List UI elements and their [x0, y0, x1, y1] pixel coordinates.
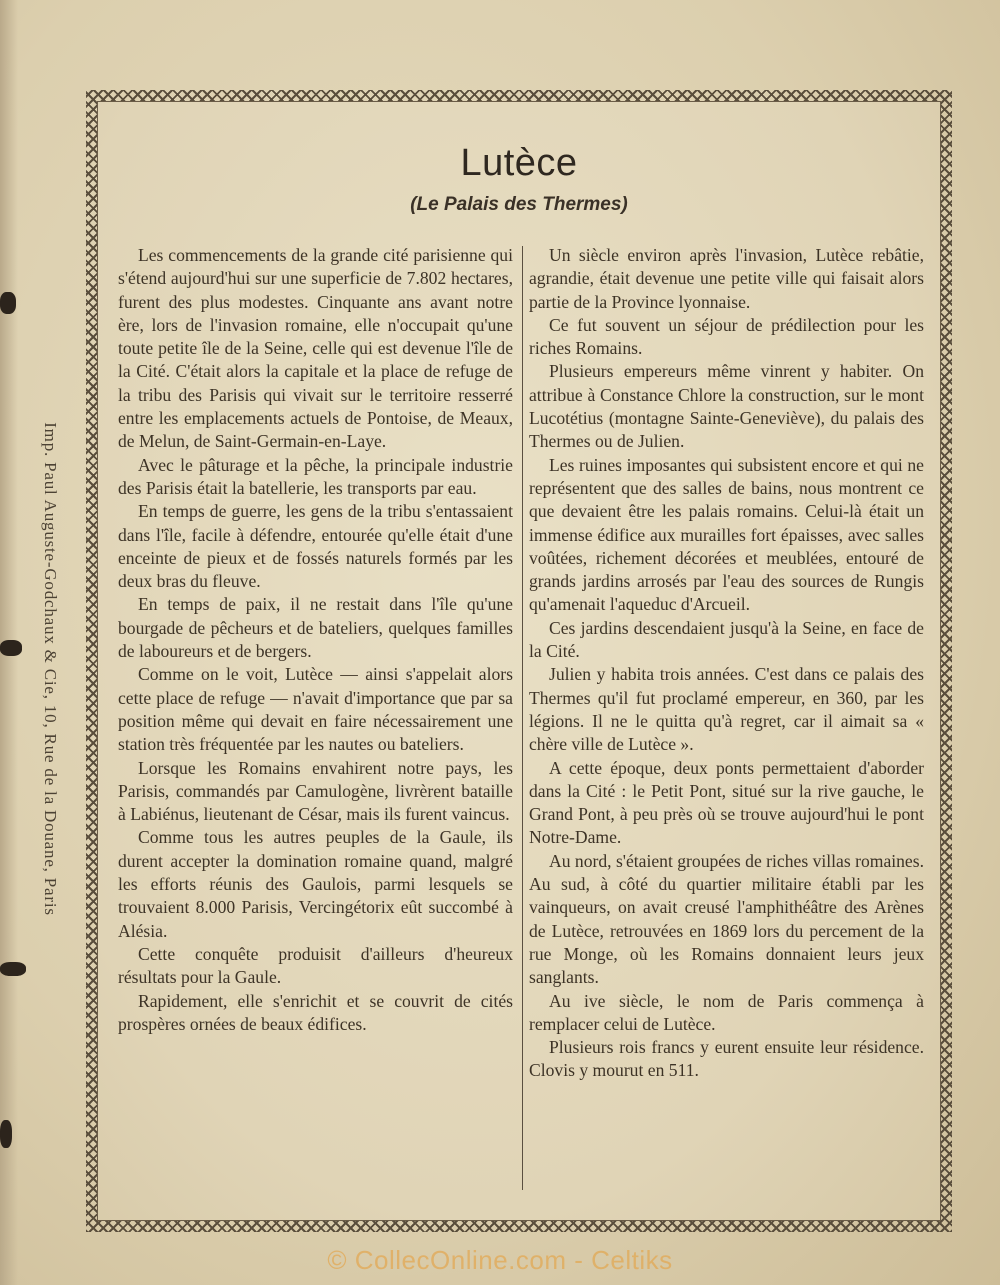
- page-content: [98, 102, 940, 1220]
- paragraph: A cette époque, deux ponts permettaient d'aborder dans la Cité : le Petit Pont, situé sur la rive gauche, le Grand Pont, à peu près où se trouve aujourd'hui le pont Notre-Dame.: [529, 757, 924, 848]
- ink-blot: [0, 640, 22, 656]
- paragraph: En temps de paix, il ne restait dans l'île qu'une bourgade de pêcheurs et de bateliers, quelques familles de laboureurs et de bergers.: [118, 594, 513, 662]
- decorative-border: [86, 90, 952, 1232]
- paragraph: En temps de guerre, les gens de la tribu s'entassaient dans l'île, facile à défendre, entourée qu'elle était d'une enceinte de pieux et de fossés naturels formés par les deux bras du fleuve.: [118, 501, 513, 592]
- paragraph: Julien y habita trois années. C'est dans ce palais des Thermes qu'il fut proclamé empereur, en 360, par les légions. Il ne le quitta qu'à regret, car il aimait sa « chère ville de Lutèce ».: [529, 664, 924, 755]
- printer-imprint: [32, 386, 68, 952]
- column-divider: [522, 246, 523, 1190]
- paragraph: Au ive siècle, le nom de Paris commença à remplacer celui de Lutèce.: [529, 990, 924, 1034]
- page-title: Lutèce: [460, 142, 578, 184]
- paragraph: Les ruines imposantes qui subsistent encore et qui ne représentent que des salles de bains, nous montrent ce que devaient être les palais romains. Celui-là était un immense édifice aux murailles fort épaisses, avec salles voûtées, richement décorées et meublées, entouré de grands jardins arrosés par l'eau des sources de Rungis qu'amenait l'aqueduc d'Arcueil.: [529, 454, 924, 615]
- ink-blot: [0, 292, 16, 314]
- page-subtitle: (Le Palais des Thermes): [410, 194, 628, 215]
- paragraph: Comme on le voit, Lutèce — ainsi s'appelait alors cette place de refuge — n'avait d'importance que par sa position même qui devait en faire nécessairement une station très fréquentée par les nautes ou bateliers.: [118, 664, 513, 755]
- paragraph: Ces jardins descendaient jusqu'à la Seine, en face de la Cité.: [529, 617, 924, 662]
- paragraph: Les commencements de la grande cité parisienne qui s'étend aujourd'hui sur une superficie de 7.802 hectares, furent des plus modestes. Cinquante ans avant notre ère, lors de l'invasion romaine, elle n'occupait qu'une toute petite île de la Seine, celle qui est devenue l'île de la Cité. C'était alors la capitale et la place de refuge de la tribu des Parisis qui vivait sur le territoire resserré entre les emplacements actuels de Pontoise, de Meaux, de Melun, de Saint-Germain-en-Laye.: [118, 245, 513, 452]
- printer-imprint-text: Imp. Paul Auguste-Godchaux & Cie, 10, Rue de la Douane, Paris: [41, 422, 60, 916]
- paragraph: Plusieurs empereurs même vinrent y habiter. On attribue à Constance Chlore la construction, sur le mont Lucotétius (montagne Sainte-Geneviève), du palais des Thermes ou de Julien.: [529, 361, 924, 452]
- left-column: [118, 244, 513, 1036]
- paragraph: Au nord, s'étaient groupées de riches villas romaines. Au sud, à côté du quartier militaire établi par les vainqueurs, on avait creusé l'amphithéâtre des Arènes de Lutèce, retrouvées en 1869 lors du percement de la rue Monge, où les Romains donnaient leurs jeux sanglants.: [529, 850, 924, 988]
- paragraph: Cette conquête produisit d'ailleurs d'heureux résultats pour la Gaule.: [118, 943, 513, 988]
- watermark: © CollecOnline.com - Celtiks: [327, 1245, 673, 1275]
- right-column: [529, 244, 924, 1083]
- paragraph: Lorsque les Romains envahirent notre pays, les Parisis, commandés par Camulogène, livrèrent bataille à Labiénus, lieutenant de César, mais ils furent vaincus.: [118, 757, 513, 825]
- paragraph: Comme tous les autres peuples de la Gaule, ils durent accepter la domination romaine quand, malgré les efforts réunis des Gaulois, parmi lesquels se trouvaient 8.000 Parisis, Vercingétorix eût succombé à Alésia.: [118, 827, 513, 941]
- paragraph: Plusieurs rois francs y eurent ensuite leur résidence. Clovis y mourut en 511.: [529, 1037, 924, 1081]
- paragraph: Ce fut souvent un séjour de prédilection pour les riches Romains.: [529, 314, 924, 359]
- ink-blot: [0, 962, 26, 976]
- ink-blot: [0, 1120, 12, 1148]
- paragraph: Un siècle environ après l'invasion, Lutèce rebâtie, agrandie, était devenue une petite ville qui faisait alors partie de la Province lyonnaise.: [529, 245, 924, 312]
- paragraph: Rapidement, elle s'enrichit et se couvrit de cités prospères ornées de beaux édifices.: [118, 990, 513, 1034]
- paragraph: Avec le pâturage et la pêche, la principale industrie des Parisis était la batellerie, les transports par eau.: [118, 454, 513, 498]
